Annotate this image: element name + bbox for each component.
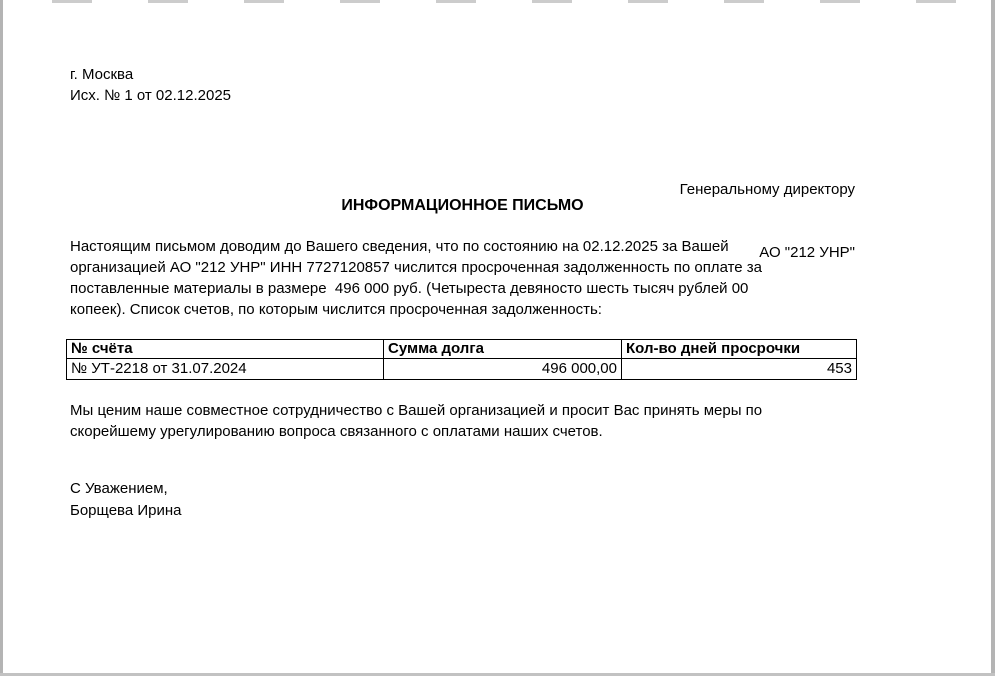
table-row: [67, 359, 857, 380]
debt-table: [66, 339, 857, 380]
page-top-edge-artifact: [0, 0, 995, 3]
city-line: г. Москва: [70, 66, 134, 83]
document-title: ИНФОРМАЦИОННОЕ ПИСЬМО: [341, 197, 584, 214]
column-header-account: № счёта: [67, 340, 384, 359]
signature-closing: С Уважением,: [70, 480, 168, 497]
cell-account-number: № УТ-2218 от 31.07.2024: [67, 359, 384, 380]
paragraph-line: скорейшему урегулированию вопроса связанного с оплатами наших счетов.: [70, 423, 603, 440]
page-left-edge: [0, 0, 3, 676]
recipient-position: Генеральному директору: [679, 181, 855, 198]
closing-paragraph: [70, 400, 762, 442]
column-header-amount: Сумма долга: [384, 340, 622, 359]
debt-table-header-row: [67, 340, 857, 359]
cell-overdue-days: 453: [622, 359, 857, 380]
paragraph-line: копеек). Список счетов, по которым числится просроченная задолженность:: [70, 301, 602, 318]
paragraph-line: Мы ценим наше совместное сотрудничество с Вашей организацией и просит Вас принять меры по: [70, 402, 763, 419]
paragraph-line: Настоящим письмом доводим до Вашего сведения, что по состоянию на 02.12.2025 за Вашей: [70, 238, 729, 255]
paragraph-line: поставленные материалы в размере 496 000 руб. (Четыреста девяносто шесть тысяч рублей 00: [70, 280, 749, 297]
recipient-company: АО "212 УНР": [759, 244, 855, 261]
column-header-overdue-days: Кол-во дней просрочки: [622, 340, 857, 359]
paragraph-line: организацией АО "212 УНР" ИНН 7727120857 числится просроченная задолженность по оплате за: [70, 259, 763, 276]
signature-name: Борщева Ирина: [70, 502, 182, 519]
outgoing-number-line: Исх. № 1 от 02.12.2025: [70, 87, 232, 104]
intro-paragraph: [70, 236, 762, 320]
cell-debt-amount: 496 000,00: [384, 359, 622, 380]
page-right-edge: [991, 0, 995, 676]
